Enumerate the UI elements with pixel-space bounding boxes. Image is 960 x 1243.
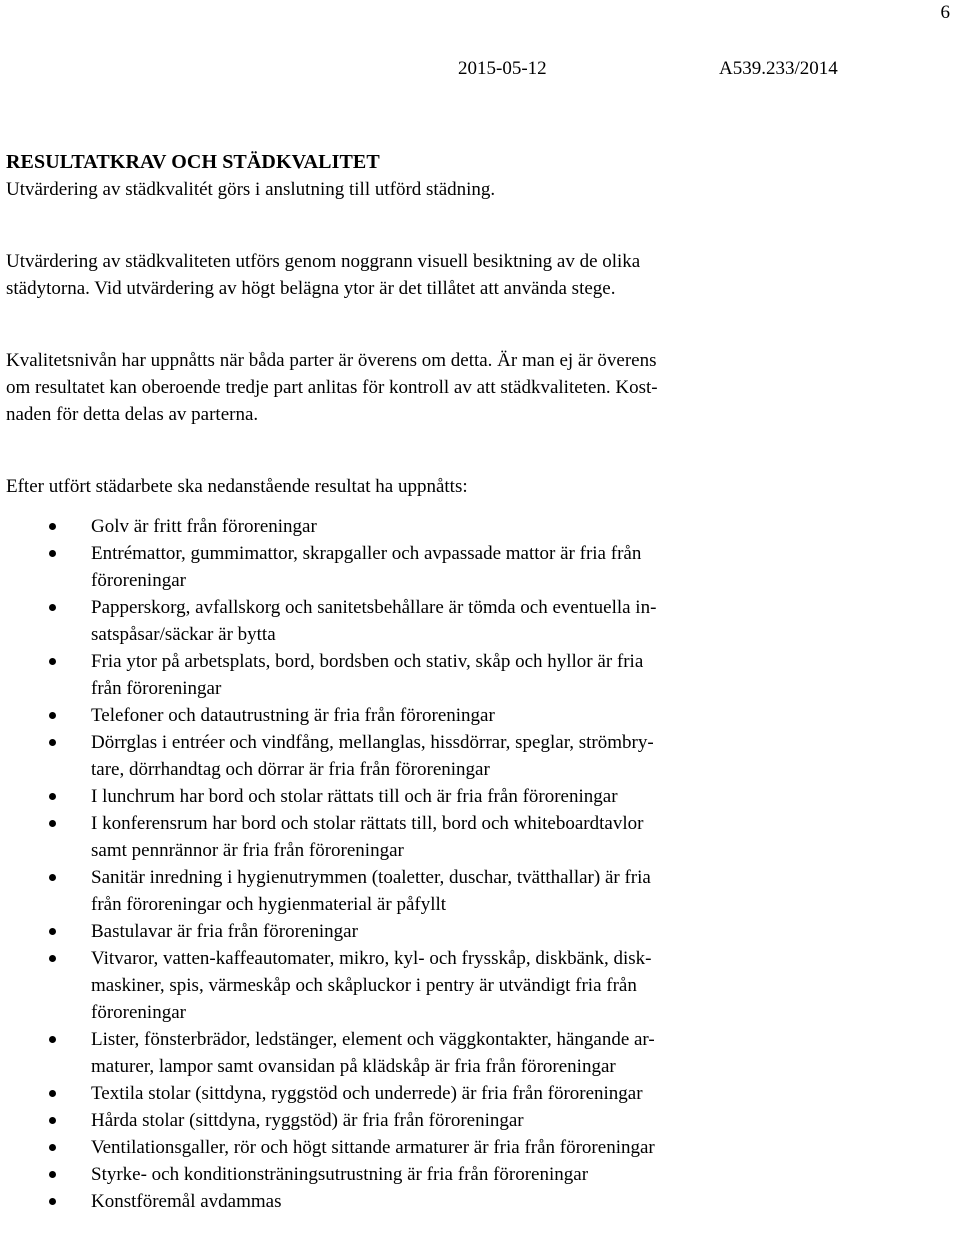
list-item-line: Sanitär inredning i hygienutrymmen (toaletter, duschar, tvätthallar) är fria: [91, 867, 651, 888]
list-item-line: maturer, lampor samt ovansidan på klädskåp är fria från föroreningar: [91, 1056, 616, 1077]
paragraph-quality-line-2: om resultatet kan oberoende tredje part anlitas för kontroll av att städkvaliteten. Kost-: [6, 377, 658, 398]
list-item-line: satspåsar/säckar är bytta: [91, 624, 276, 645]
list-item-line: samt pennrännor är fria från föroreningar: [91, 840, 404, 861]
list-item: [6, 1161, 791, 1188]
bullet-dot-icon: [49, 1198, 56, 1205]
bullet-dot-icon: [49, 820, 56, 827]
list-item-line: Styrke- och konditionsträningsutrustning är fria från föroreningar: [91, 1164, 589, 1185]
paragraph-results-intro: Efter utfört städarbete ska nedanstående resultat ha uppnåtts:: [6, 476, 468, 497]
list-item-line: föroreningar: [91, 1002, 186, 1023]
list-item: [6, 702, 791, 729]
list-item-line: I lunchrum har bord och stolar rättats till och är fria från föroreningar: [91, 786, 618, 807]
list-item-line: Konstföremål avdammas: [91, 1191, 282, 1212]
list-item-line: från föroreningar och hygienmaterial är påfyllt: [91, 894, 447, 915]
list-item: [6, 810, 791, 864]
list-item-line: maskiner, spis, värmeskåp och skåpluckor i pentry är utvändigt fria från: [91, 975, 637, 996]
bullet-dot-icon: [49, 955, 56, 962]
bullet-dot-icon: [49, 1090, 56, 1097]
list-item-line: Entrémattor, gummimattor, skrapgaller och avpassade mattor är fria från: [91, 543, 642, 564]
list-item-line: Bastulavar är fria från föroreningar: [91, 921, 358, 942]
list-item-line: Golv är fritt från föroreningar: [91, 516, 317, 537]
list-item: [6, 945, 791, 1026]
bullet-dot-icon: [49, 1036, 56, 1043]
list-item: [6, 1026, 791, 1080]
paragraph-inspection-line-2: städytorna. Vid utvärdering av högt belägna ytor är det tillåtet att använda stege.: [6, 278, 616, 299]
list-item-line: Hårda stolar (sittdyna, ryggstöd) är fria från föroreningar: [91, 1110, 524, 1131]
header-reference: A539.233/2014: [719, 58, 838, 79]
list-item: [6, 1080, 791, 1107]
list-item-line: Telefoner och datautrustning är fria från föroreningar: [91, 705, 495, 726]
bullet-dot-icon: [49, 1117, 56, 1124]
list-item: [6, 594, 791, 648]
list-item: [6, 540, 791, 594]
list-item: [6, 783, 791, 810]
paragraph-quality-line-1: Kvalitetsnivån har uppnåtts när båda parter är överens om detta. Är man ej är överens: [6, 350, 657, 371]
bullet-dot-icon: [49, 739, 56, 746]
list-item: [6, 1188, 791, 1215]
list-item-line: Vitvaror, vatten-kaffeautomater, mikro, kyl- och frysskåp, diskbänk, disk-: [91, 948, 652, 969]
bullet-dot-icon: [49, 928, 56, 935]
section-title: RESULTATKRAV OCH STÄDKVALITET: [6, 151, 380, 173]
page-number: 6: [940, 2, 950, 23]
list-item-line: Lister, fönsterbrädor, ledstänger, element och väggkontakter, hängande ar-: [91, 1029, 655, 1050]
list-item-line: Textila stolar (sittdyna, ryggstöd och underrede) är fria från föroreningar: [91, 1083, 643, 1104]
list-item-line: Fria ytor på arbetsplats, bord, bordsben och stativ, skåp och hyllor är fria: [91, 651, 644, 672]
bullet-dot-icon: [49, 712, 56, 719]
list-item: [6, 864, 791, 918]
bullet-dot-icon: [49, 793, 56, 800]
list-item-line: I konferensrum har bord och stolar rättats till, bord och whiteboardtavlor: [91, 813, 644, 834]
list-item: [6, 729, 791, 783]
bullet-dot-icon: [49, 874, 56, 881]
document-body: [6, 149, 786, 1215]
bullet-dot-icon: [49, 1171, 56, 1178]
list-item: [6, 918, 791, 945]
results-bullet-list: [6, 513, 786, 1215]
list-item-line: Ventilationsgaller, rör och högt sittande armaturer är fria från föroreningar: [91, 1137, 655, 1158]
bullet-dot-icon: [49, 523, 56, 530]
bullet-dot-icon: [49, 658, 56, 665]
list-item: [6, 1107, 791, 1134]
bullet-dot-icon: [49, 604, 56, 611]
bullet-dot-icon: [49, 550, 56, 557]
paragraph-evaluation-timing: Utvärdering av städkvalitét görs i anslutning till utförd städning.: [6, 179, 496, 200]
list-item-line: Dörrglas i entréer och vindfång, mellanglas, hissdörrar, speglar, strömbry-: [91, 732, 654, 753]
list-item: [6, 513, 791, 540]
list-item-line: föroreningar: [91, 570, 186, 591]
bullet-dot-icon: [49, 1144, 56, 1151]
paragraph-quality-line-3: naden för detta delas av parterna.: [6, 404, 259, 425]
list-item-line: från föroreningar: [91, 678, 222, 699]
list-item-line: Papperskorg, avfallskorg och sanitetsbehållare är tömda och eventuella in-: [91, 597, 657, 618]
list-item-line: tare, dörrhandtag och dörrar är fria från föroreningar: [91, 759, 490, 780]
list-item: [6, 1134, 791, 1161]
header-date: 2015-05-12: [458, 58, 547, 79]
list-item: [6, 648, 791, 702]
paragraph-inspection-line-1: Utvärdering av städkvaliteten utförs genom noggrann visuell besiktning av de olika: [6, 251, 641, 272]
